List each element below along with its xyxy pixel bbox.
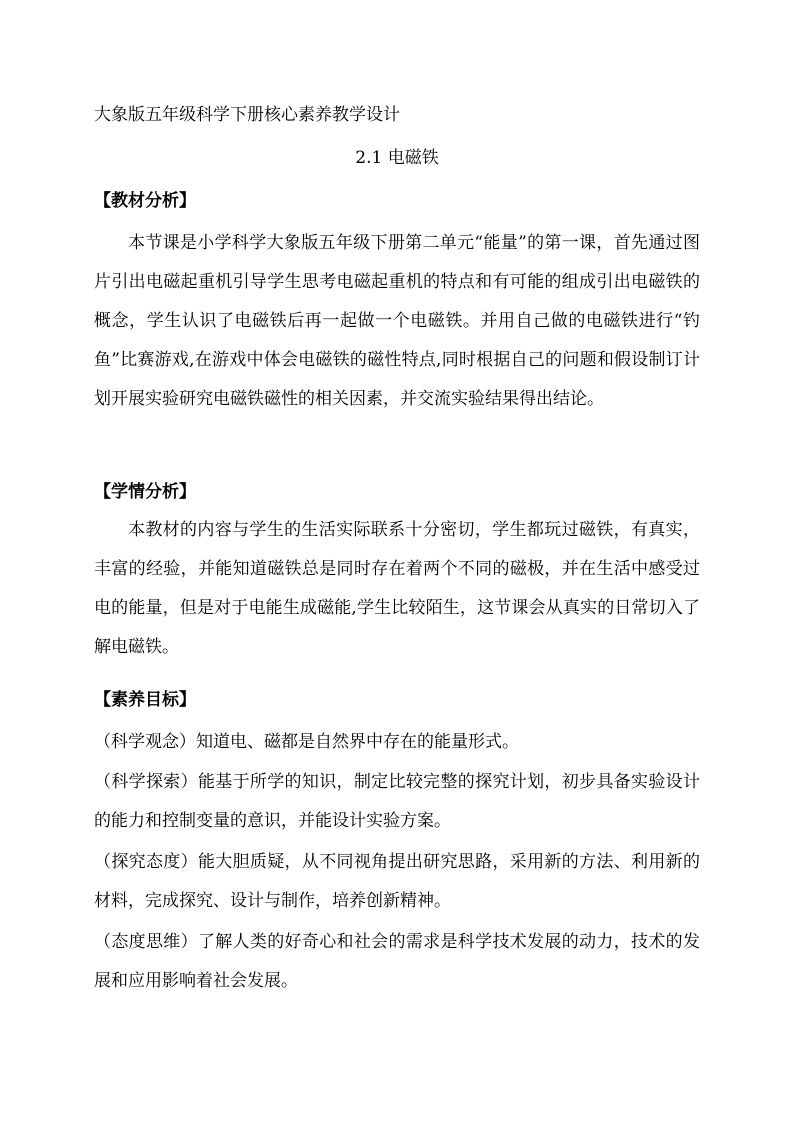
goal-item-attitude-thinking: （态度思维）了解人类的好奇心和社会的需求是科学技术发展的动力，技术的发展和应用影响着社会发展。: [94, 932, 700, 991]
goal-item-scientific-inquiry: （科学探索）能基于所学的知识，制定比较完整的探究计划，初步具备实验设计的能力和控制变量的意识，并能设计实验方案。: [94, 772, 700, 831]
section-heading-textbook-analysis: 【教材分析】: [94, 191, 196, 211]
goal-item-inquiry-attitude: （探究态度）能大胆质疑，从不同视角提出研究思路，采用新的方法、利用新的材料，完成探究、设计与制作，培养创新精神。: [94, 852, 700, 911]
textbook-analysis-paragraph: 本节课是小学科学大象版五年级下册第二单元“能量”的第一课，首先通过图片引出电磁起重机引导学生思考电磁起重机的特点和有可能的组成引出电磁铁的概念，学生认识了电磁铁后再一起做一个电磁铁。并用自己做的电磁铁进行“钓鱼”比赛游戏,在游戏中体会电磁铁的磁性特点,同时根据自己的问题和假设制订计划开展实验研究电磁铁磁性的相关因素，并交流实验结果得出结论。: [94, 233, 700, 409]
section-heading-student-analysis: 【学情分析】: [94, 482, 196, 502]
document-title: 大象版五年级科学下册核心素养教学设计: [94, 105, 400, 125]
student-analysis-paragraph: 本教材的内容与学生的生活实际联系十分密切，学生都玩过磁铁，有真实，丰富的经验，并能知道磁铁总是同时存在着两个不同的磁极，并在生活中感受过电的能量，但是对于电能生成磁能,学生比较陌生，这节课会从真实的日常切入了解电磁铁。: [94, 520, 700, 657]
goal-item-scientific-concept: （科学观念）知道电、磁都是自然界中存在的能量形式。: [94, 732, 519, 752]
lesson-title: 2.1 电磁铁: [355, 148, 439, 168]
section-heading-literacy-goals: 【素养目标】: [94, 690, 196, 710]
